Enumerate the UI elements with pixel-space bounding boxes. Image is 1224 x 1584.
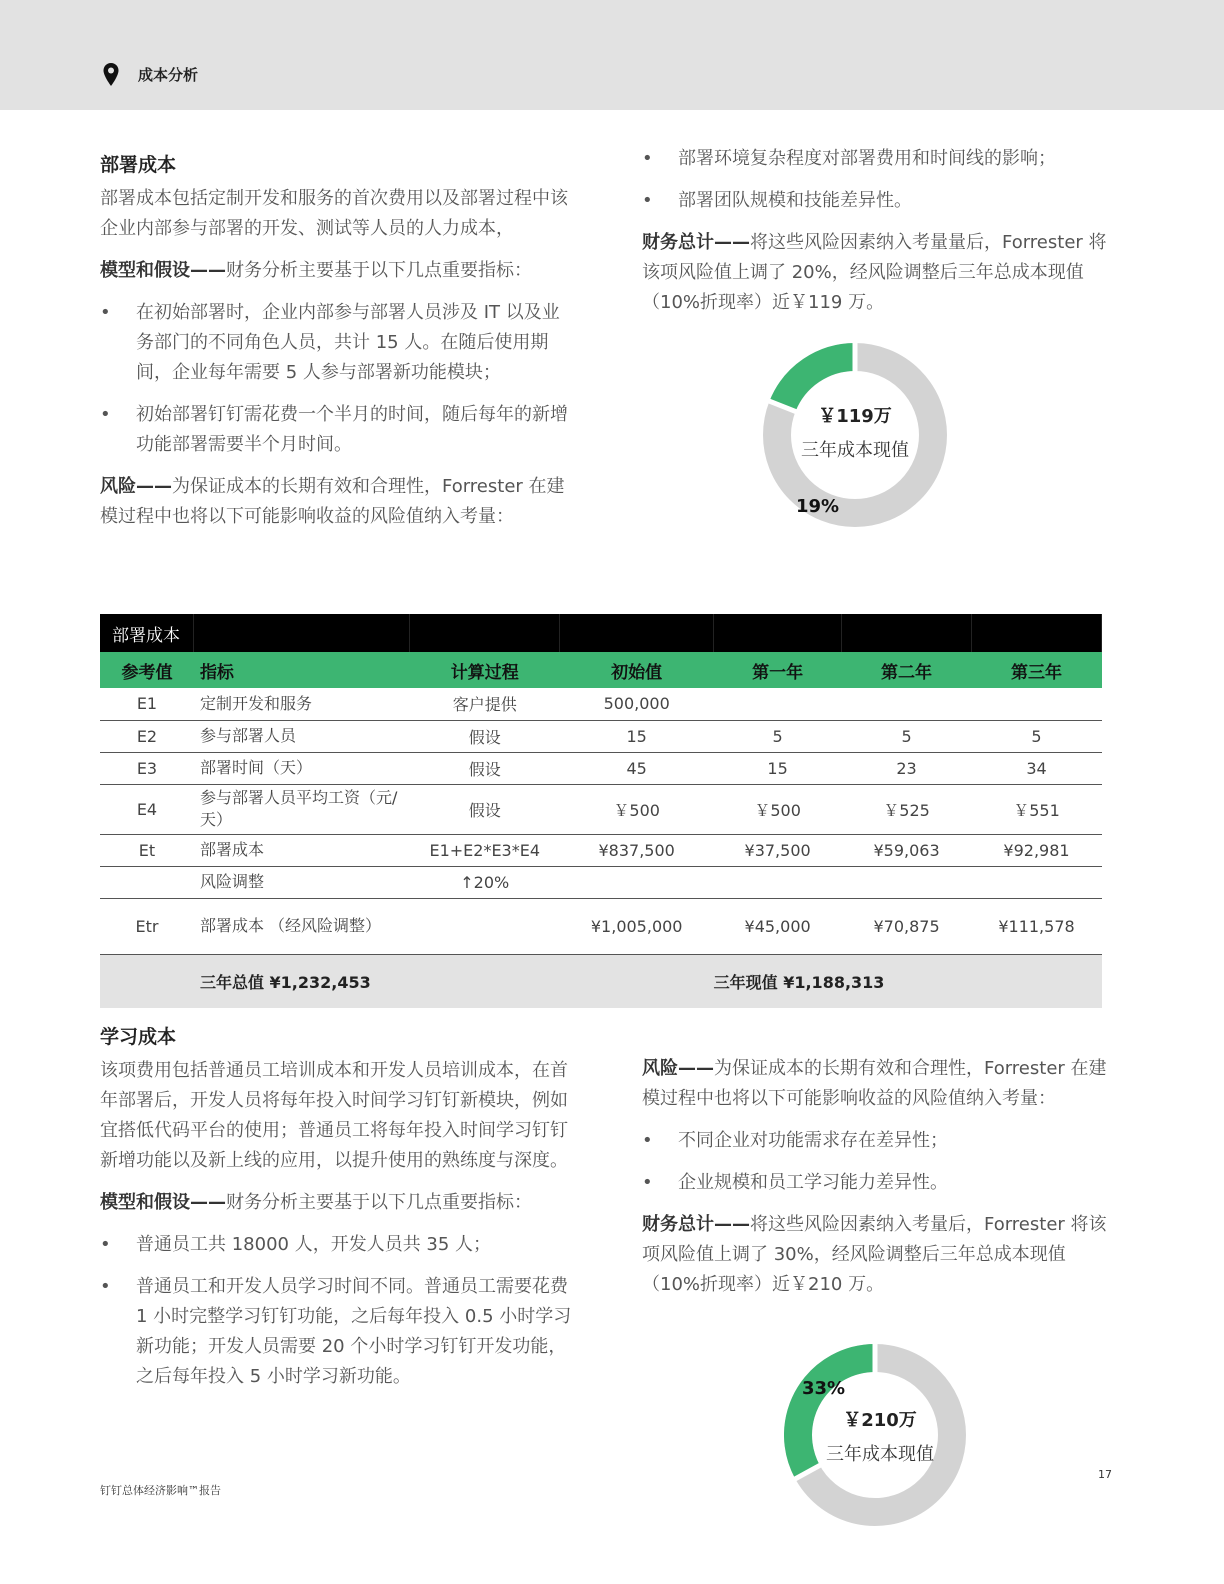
list-item: • 不同企业对功能需求存在差异性； bbox=[642, 1126, 1116, 1156]
three-year-total: 三年总值 ¥1,232,453 bbox=[194, 954, 714, 1008]
deployment-left-column bbox=[100, 150, 574, 544]
deployment-cost-donut-chart bbox=[762, 342, 948, 528]
list-item: • 在初始部署时，企业内部参与部署人员涉及 IT 以及业务部门的不同角色人员，共计 15 人。在随后使用期间，企业每年需要 5 人参与部署新功能模块； bbox=[100, 298, 574, 388]
three-year-present-value: 三年现值 ¥1,188,313 bbox=[714, 954, 1102, 1008]
section-title: 成本分析 bbox=[138, 66, 199, 84]
section-header bbox=[0, 0, 1224, 110]
table-cell: 部署时间（天） bbox=[194, 752, 410, 784]
table-total-row bbox=[100, 954, 1102, 1008]
table-cell: 5 bbox=[714, 720, 842, 752]
table-cell: ↑20% bbox=[410, 866, 560, 898]
deployment-risk-paragraph: 风险——为保证成本的长期有效和合理性，Forrester 在建模过程中也将以下可能影响收益的风险值纳入考量： bbox=[100, 476, 565, 527]
list-item: • 初始部署钉钉需花费一个半月的时间，随后每年的新增功能部署需要半个月时间。 bbox=[100, 400, 574, 460]
table-cell: ¥45,000 bbox=[714, 898, 842, 954]
table-title-row bbox=[100, 614, 1102, 652]
location-pin-icon bbox=[102, 62, 120, 88]
table-cell: ￥500 bbox=[560, 784, 714, 834]
table-row bbox=[100, 898, 1102, 954]
table-cell: E3 bbox=[100, 752, 194, 784]
learning-cost-donut-chart bbox=[784, 1344, 966, 1526]
donut-percent-label: 19% bbox=[796, 496, 840, 517]
deployment-intro: 部署成本包括定制开发和服务的首次费用以及部署过程中该企业内部参与部署的开发、测试等人员的人力成本， bbox=[100, 188, 568, 239]
table-cell: 5 bbox=[972, 720, 1102, 752]
table-cell: 部署成本 bbox=[194, 834, 410, 866]
learning-risk-paragraph: 风险——为保证成本的长期有效和合理性，Forrester 在建模过程中也将以下可能影响收益的风险值纳入考量： bbox=[642, 1058, 1107, 1109]
footer-report-title: 钉钉总体经济影响™报告 bbox=[100, 1484, 221, 1497]
table-row bbox=[100, 834, 1102, 866]
deployment-right-column bbox=[642, 144, 1116, 330]
table-cell: 客户提供 bbox=[410, 688, 560, 720]
table-cell: E4 bbox=[100, 784, 194, 834]
table-cell: E1+E2*E3*E4 bbox=[410, 834, 560, 866]
table-cell: ¥837,500 bbox=[560, 834, 714, 866]
deployment-heading: 部署成本 bbox=[100, 154, 177, 176]
table-cell: 假设 bbox=[410, 720, 560, 752]
deployment-total-paragraph: 财务总计——将这些风险因素纳入考量量后，Forrester 将该项风险值上调了 20%，经风险调整后三年总成本现值（10%折现率）近￥119 万。 bbox=[642, 232, 1107, 313]
donut-amount: ￥119万 bbox=[818, 406, 892, 427]
table-cell: ¥70,875 bbox=[842, 898, 972, 954]
table-cell bbox=[972, 866, 1102, 898]
table-cell: E1 bbox=[100, 688, 194, 720]
list-item: • 企业规模和员工学习能力差异性。 bbox=[642, 1168, 1116, 1198]
table-cell bbox=[100, 866, 194, 898]
table-row bbox=[100, 784, 1102, 834]
column-header: 第一年 bbox=[714, 652, 842, 688]
table-cell: ¥59,063 bbox=[842, 834, 972, 866]
list-item: • 普通员工共 18000 人，开发人员共 35 人； bbox=[100, 1230, 578, 1260]
table-row bbox=[100, 866, 1102, 898]
table-cell: 风险调整 bbox=[194, 866, 410, 898]
learning-model-paragraph: 模型和假设——财务分析主要基于以下几点重要指标： bbox=[100, 1192, 532, 1213]
table-cell: 参与部署人员平均工资（元/天） bbox=[194, 784, 410, 834]
table-cell: 500,000 bbox=[560, 688, 714, 720]
table-cell bbox=[842, 866, 972, 898]
table-row bbox=[100, 688, 1102, 720]
table-cell: E2 bbox=[100, 720, 194, 752]
table-title: 部署成本 bbox=[100, 614, 194, 652]
table-cell: 45 bbox=[560, 752, 714, 784]
learning-right-column bbox=[642, 1054, 1116, 1312]
table-cell: 15 bbox=[714, 752, 842, 784]
donut-label: 三年成本现值 bbox=[826, 1444, 934, 1465]
table-cell: 参与部署人员 bbox=[194, 720, 410, 752]
table-cell bbox=[714, 866, 842, 898]
table-cell: 15 bbox=[560, 720, 714, 752]
table-row bbox=[100, 752, 1102, 784]
page-number: 17 bbox=[1098, 1468, 1112, 1481]
table-cell: 部署成本 （经风险调整） bbox=[194, 898, 410, 954]
column-header: 第三年 bbox=[972, 652, 1102, 688]
table-cell: 假设 bbox=[410, 784, 560, 834]
list-item: • 部署环境复杂程度对部署费用和时间线的影响； bbox=[642, 144, 1116, 174]
deployment-model-paragraph: 模型和假设——财务分析主要基于以下几点重要指标： bbox=[100, 260, 532, 281]
table-cell: 34 bbox=[972, 752, 1102, 784]
learning-heading: 学习成本 bbox=[100, 1026, 177, 1048]
learning-intro: 该项费用包括普通员工培训成本和开发人员培训成本，在首年部署后，开发人员将每年投入时间学习钉钉新模块，例如宜搭低代码平台的使用；普通员工将每年投入时间学习钉钉新增功能以及新上线的应用，以提升使用的熟练度与深度。 bbox=[100, 1060, 568, 1171]
list-item: • 部署团队规模和技能差异性。 bbox=[642, 186, 1116, 216]
table-cell: 23 bbox=[842, 752, 972, 784]
table-cell: ¥111,578 bbox=[972, 898, 1102, 954]
deployment-cost-table bbox=[100, 614, 1102, 1008]
table-cell: Et bbox=[100, 834, 194, 866]
table-cell: 假设 bbox=[410, 752, 560, 784]
table-cell bbox=[560, 866, 714, 898]
column-header: 第二年 bbox=[842, 652, 972, 688]
table-header-row bbox=[100, 652, 1102, 688]
learning-left-column bbox=[100, 1022, 578, 1404]
table-cell bbox=[410, 898, 560, 954]
table-cell: ￥551 bbox=[972, 784, 1102, 834]
table-cell: Etr bbox=[100, 898, 194, 954]
table-cell bbox=[842, 688, 972, 720]
table-cell bbox=[714, 688, 842, 720]
table-cell: ￥500 bbox=[714, 784, 842, 834]
table-cell: ¥1,005,000 bbox=[560, 898, 714, 954]
table-cell bbox=[972, 688, 1102, 720]
table-row bbox=[100, 720, 1102, 752]
donut-amount: ￥210万 bbox=[843, 1410, 917, 1431]
learning-total-paragraph: 财务总计——将这些风险因素纳入考量后，Forrester 将该项风险值上调了 30%，经风险调整后三年总成本现值（10%折现率）近￥210 万。 bbox=[642, 1214, 1107, 1295]
donut-percent-label: 33% bbox=[802, 1378, 846, 1399]
table-cell: ¥37,500 bbox=[714, 834, 842, 866]
column-header: 初始值 bbox=[560, 652, 714, 688]
column-header: 计算过程 bbox=[410, 652, 560, 688]
column-header: 参考值 bbox=[100, 652, 194, 688]
donut-label: 三年成本现值 bbox=[801, 440, 909, 461]
column-header: 指标 bbox=[194, 652, 410, 688]
table-cell: ￥525 bbox=[842, 784, 972, 834]
table-cell: 5 bbox=[842, 720, 972, 752]
table-cell: ¥92,981 bbox=[972, 834, 1102, 866]
table-cell: 定制开发和服务 bbox=[194, 688, 410, 720]
list-item: • 普通员工和开发人员学习时间不同。普通员工需要花费 1 小时完整学习钉钉功能，之后每年投入 0.5 小时学习新功能；开发人员需要 20 个小时学习钉钉开发功能，之后每年投入 5 小时学习新功能。 bbox=[100, 1272, 578, 1392]
